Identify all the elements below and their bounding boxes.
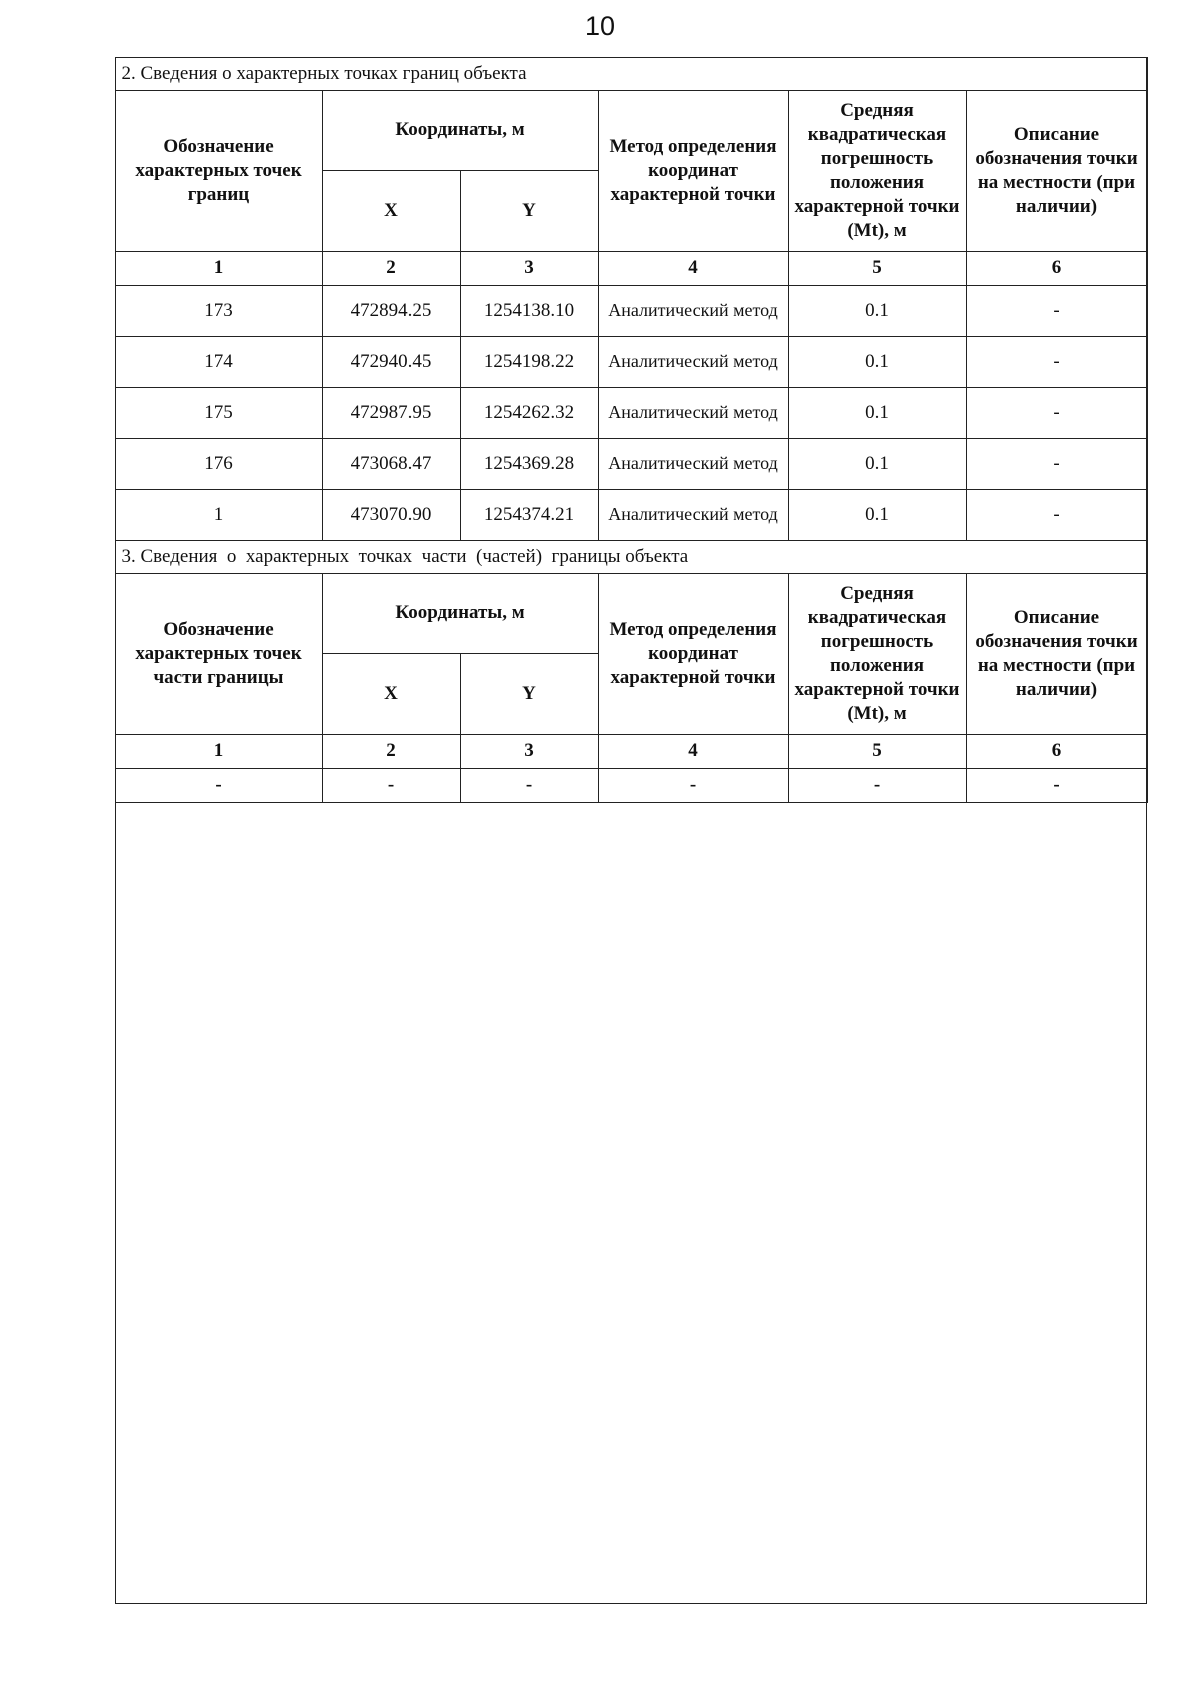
mt-cell: 0.1 xyxy=(788,489,966,540)
point-cell: 175 xyxy=(115,387,322,438)
y-cell: 1254262.32 xyxy=(460,387,598,438)
y-cell: 1254369.28 xyxy=(460,438,598,489)
description-cell: - xyxy=(966,387,1147,438)
header-error: Средняя квадратическая погрешность положения характерной точки (Mt), м xyxy=(788,573,966,734)
table-row xyxy=(115,768,1147,802)
point-cell: 173 xyxy=(115,285,322,336)
column-number: 6 xyxy=(966,734,1147,768)
column-number: 3 xyxy=(460,251,598,285)
header-y: Y xyxy=(460,653,598,734)
x-cell: 472894.25 xyxy=(322,285,460,336)
section3-title: 3. Сведения о характерных точках части (частей) границы объекта xyxy=(115,540,1147,573)
method-cell: Аналитический метод xyxy=(598,285,788,336)
mt-cell: - xyxy=(788,768,966,802)
header-designation: Обозначение характерных точек части границы xyxy=(115,573,322,734)
table-row xyxy=(115,489,1147,540)
header-method: Метод определения координат характерной точки xyxy=(598,573,788,734)
mt-cell: 0.1 xyxy=(788,285,966,336)
header-x: X xyxy=(322,170,460,251)
header-x: X xyxy=(322,653,460,734)
page-number: 10 xyxy=(584,11,616,41)
mt-cell: 0.1 xyxy=(788,438,966,489)
method-cell: Аналитический метод xyxy=(598,336,788,387)
y-cell: 1254374.21 xyxy=(460,489,598,540)
column-number: 2 xyxy=(322,251,460,285)
column-number: 2 xyxy=(322,734,460,768)
header-designation: Обозначение характерных точек границ xyxy=(115,90,322,251)
column-number: 5 xyxy=(788,734,966,768)
point-cell: - xyxy=(115,768,322,802)
column-number: 3 xyxy=(460,734,598,768)
column-number: 1 xyxy=(115,734,322,768)
y-cell: - xyxy=(460,768,598,802)
point-cell: 174 xyxy=(115,336,322,387)
header-description: Описание обозначения точки на местности (при наличии) xyxy=(966,573,1147,734)
document-frame xyxy=(115,57,1147,1604)
description-cell: - xyxy=(966,438,1147,489)
x-cell: 473070.90 xyxy=(322,489,460,540)
section2-table xyxy=(115,57,1148,803)
header-method: Метод определения координат характерной точки xyxy=(598,90,788,251)
y-cell: 1254198.22 xyxy=(460,336,598,387)
x-cell: 472987.95 xyxy=(322,387,460,438)
header-error: Средняя квадратическая погрешность положения характерной точки (Mt), м xyxy=(788,90,966,251)
description-cell: - xyxy=(966,285,1147,336)
y-cell: 1254138.10 xyxy=(460,285,598,336)
x-cell: 473068.47 xyxy=(322,438,460,489)
table-row xyxy=(115,285,1147,336)
column-number: 6 xyxy=(966,251,1147,285)
header-coordinates: Координаты, м xyxy=(322,573,598,653)
description-cell: - xyxy=(966,768,1147,802)
column-number: 4 xyxy=(598,251,788,285)
mt-cell: 0.1 xyxy=(788,336,966,387)
column-number: 4 xyxy=(598,734,788,768)
method-cell: Аналитический метод xyxy=(598,438,788,489)
method-cell: - xyxy=(598,768,788,802)
mt-cell: 0.1 xyxy=(788,387,966,438)
point-cell: 1 xyxy=(115,489,322,540)
x-cell: 472940.45 xyxy=(322,336,460,387)
column-number: 5 xyxy=(788,251,966,285)
table-row xyxy=(115,438,1147,489)
x-cell: - xyxy=(322,768,460,802)
column-number: 1 xyxy=(115,251,322,285)
header-description: Описание обозначения точки на местности (при наличии) xyxy=(966,90,1147,251)
method-cell: Аналитический метод xyxy=(598,387,788,438)
table-row xyxy=(115,387,1147,438)
table-row xyxy=(115,336,1147,387)
point-cell: 176 xyxy=(115,438,322,489)
header-coordinates: Координаты, м xyxy=(322,90,598,170)
method-cell: Аналитический метод xyxy=(598,489,788,540)
description-cell: - xyxy=(966,336,1147,387)
header-y: Y xyxy=(460,170,598,251)
section2-title: 2. Сведения о характерных точках границ объекта xyxy=(115,57,1147,90)
description-cell: - xyxy=(966,489,1147,540)
